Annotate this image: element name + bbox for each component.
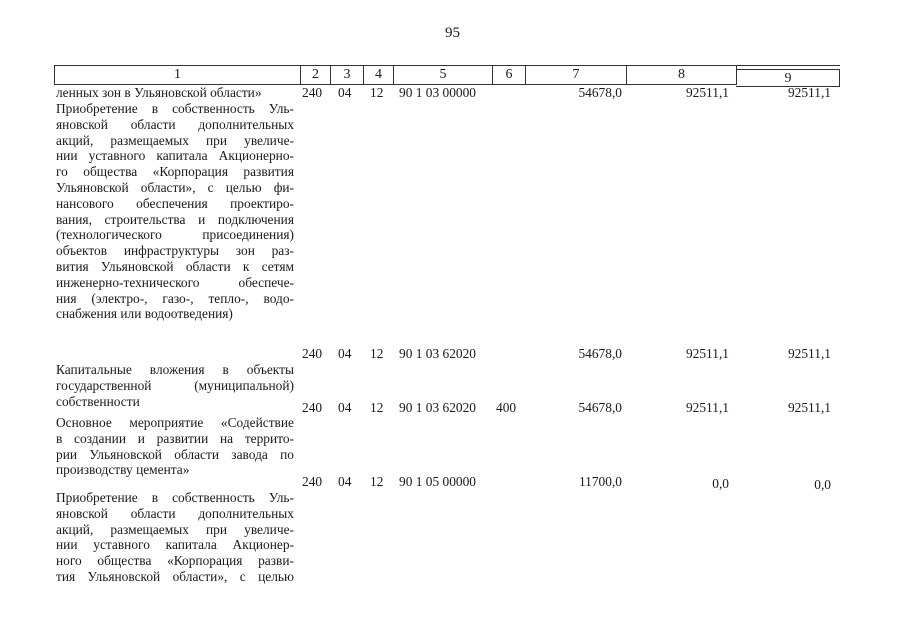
cell-ministry-code: 240 [302,400,323,415]
header-col-7: 7 [572,67,580,82]
row-description-line: нии уставного капитала Акционер- [56,537,294,553]
row-description-line: снабжения или водоотведения) [56,306,233,322]
header-col-3: 3 [343,67,351,82]
cell-amount-col8: 0,0 [712,476,729,491]
table-row [56,101,294,322]
row-description-line: Капитальные вложения в объекты [56,362,294,377]
row-description-line: рии Ульяновской области завода по [56,446,294,462]
row-description-line: го общества «Корпорация развития [56,164,294,180]
cell-subsection: 12 [370,400,384,415]
cell-amount-col7: 54678,0 [578,346,622,361]
cell-amount-col8: 92511,1 [685,85,729,100]
table-row [56,490,294,585]
cell-subsection: 12 [370,474,384,489]
cell-ministry-code: 240 [302,474,323,489]
table-row [56,415,294,478]
page-number: 95 [445,25,460,41]
row-description-line: производству цемента» [56,462,190,478]
cell-amount-col9: 92511,1 [787,400,831,415]
header-col-2: 2 [312,67,319,82]
cell-amount-col9: 92511,1 [787,346,831,361]
cell-target-code: 90 1 03 62020 [399,346,476,361]
row-description-line: Ульяновской области», с целью фи- [56,179,294,195]
row-description-line: нии уставного капитала Акционерно- [56,148,294,164]
cell-target-code: 90 1 03 62020 [399,400,476,415]
row-description-line: яновской области дополнительных [56,116,294,132]
header-col-9: 9 [784,71,792,86]
row-description-line: ного общества «Корпорация разви- [56,553,294,569]
row-description-line: вания, строительства и подключения [56,211,294,227]
cell-ministry-code: 240 [302,346,323,361]
row-description-line: акций, размещаемых при увеличе- [56,521,294,537]
row-description-line: Приобретение в собственность Уль- [56,101,294,116]
cell-subsection: 12 [370,346,384,361]
table-row [56,362,294,409]
header-col-8: 8 [678,67,685,82]
row-description-line: нансового обеспечения проектиро- [56,195,294,211]
cell-amount-col7: 54678,0 [578,85,622,100]
cell-amount-col7: 54678,0 [578,400,622,415]
header-col-5: 5 [439,67,447,82]
row-description-line: Приобретение в собственность Уль- [56,490,294,505]
cell-amount-col8: 92511,1 [685,346,729,361]
cell-target-code: 90 1 03 00000 [399,85,476,100]
cell-amount-col8: 92511,1 [685,400,729,415]
row-description-line: яновской области дополнительных [56,505,294,521]
cell-ministry-code: 240 [302,85,323,100]
cell-section: 04 [338,85,352,100]
row-description-line: ленных зон в Ульяновской области» [56,85,262,100]
header-divider [839,69,840,87]
row-description-line: Основное мероприятие «Содействие [56,415,294,430]
row-description-line: тия Ульяновской области», с целью [56,568,294,584]
row-description-line: акций, размещаемых при увеличе- [56,132,294,148]
row-description-line: собственности [56,393,140,409]
row-description-line: вития Ульяновской области к сетям [56,258,294,274]
cell-amount-col9: 92511,1 [787,85,831,100]
table-row [56,85,294,101]
row-description-line: в создании и развитии на террито- [56,430,294,446]
cell-expense-type: 400 [496,400,517,415]
cell-target-code: 90 1 05 00000 [399,474,476,489]
header-col-1: 1 [174,67,181,82]
row-description-line: (технологического присоединения) [56,227,294,243]
header-col-6: 6 [505,67,513,82]
cell-amount-col9: 0,0 [814,477,831,492]
row-description-line: государственной (муниципальной) [56,377,294,393]
cell-section: 04 [338,346,352,361]
header-col-4: 4 [375,67,382,82]
cell-section: 04 [338,400,352,415]
cell-subsection: 12 [370,85,384,100]
row-description-line: инженерно-технического обеспече- [56,274,294,290]
cell-section: 04 [338,474,352,489]
row-description-line: ния (электро-, газо-, тепло-, водо- [56,290,294,306]
cell-amount-col7: 11700,0 [578,474,622,489]
row-description-line: объектов инфраструктуры зон раз- [56,243,294,259]
